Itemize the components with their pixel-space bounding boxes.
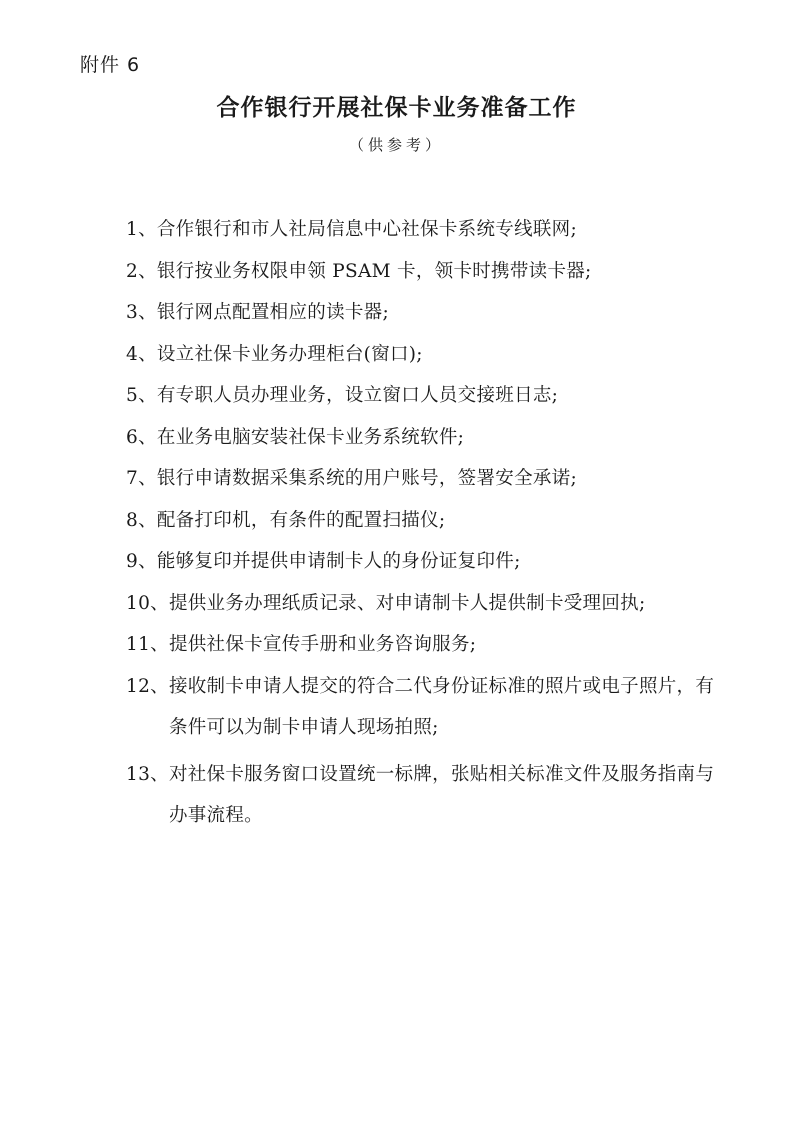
item-text: 提供社保卡宣传手册和业务咨询服务; (168, 634, 477, 655)
item-text: 对社保卡服务窗口设置统一标牌，张贴相关标准文件及服务指南与办事流程。 (168, 764, 715, 826)
item-text: 设立社保卡业务办理柜台(窗口); (156, 343, 423, 365)
list-item (126, 589, 726, 619)
item-text: 在业务电脑安装社保卡业务系统软件; (156, 426, 465, 448)
list-item (126, 340, 726, 370)
item-text: 提供业务办理纸质记录、对申请制卡人提供制卡受理回执; (168, 592, 646, 614)
item-number: 5、 (126, 385, 157, 406)
item-number: 7、 (126, 468, 157, 489)
item-number: 1、 (126, 219, 157, 240)
list-item (126, 630, 726, 660)
item-text: 能够复印并提供申请制卡人的身份证复印件; (156, 551, 521, 572)
item-text: 银行网点配置相应的读卡器; (156, 302, 390, 323)
list-item (126, 381, 726, 411)
item-number: 6、 (126, 426, 157, 448)
item-number: 11、 (126, 634, 169, 655)
item-number: 2、 (126, 260, 157, 282)
list-item (126, 215, 726, 245)
item-text: 接收制卡申请人提交的符合二代身份证标准的照片或电子照片，有条件可以为制卡申请人现场拍照; (168, 676, 715, 738)
item-text: 有专职人员办理业务，设立窗口人员交接班日志; (156, 385, 559, 406)
list-item (126, 506, 726, 536)
item-number: 4、 (126, 343, 157, 365)
item-text: 配备打印机，有条件的配置扫描仪; (156, 509, 446, 531)
item-number: 3、 (126, 302, 157, 323)
item-number: 9、 (126, 551, 157, 572)
list-item (126, 257, 726, 287)
item-number: 12、 (126, 675, 169, 697)
item-number: 10、 (126, 592, 169, 614)
item-number: 8、 (126, 509, 157, 531)
document-subtitle: （供参考） (348, 136, 444, 154)
list-item (126, 672, 726, 749)
item-text: 合作银行和市人社局信息中心社保卡系统专线联网; (156, 219, 578, 240)
item-text: 银行申请数据采集系统的用户账号，签署安全承诺; (156, 468, 578, 489)
list-item (126, 760, 726, 837)
item-text: 银行按业务权限申领 PSAM 卡，领卡时携带读卡器; (156, 260, 592, 282)
list-item (126, 423, 726, 453)
list-item (126, 298, 726, 328)
preparation-list (126, 215, 726, 848)
attachment-label: 附件 6 (80, 54, 141, 76)
item-number: 13、 (126, 763, 169, 785)
list-item (126, 464, 726, 494)
document-title: 合作银行开展社保卡业务准备工作 (216, 95, 577, 121)
list-item (126, 547, 726, 577)
